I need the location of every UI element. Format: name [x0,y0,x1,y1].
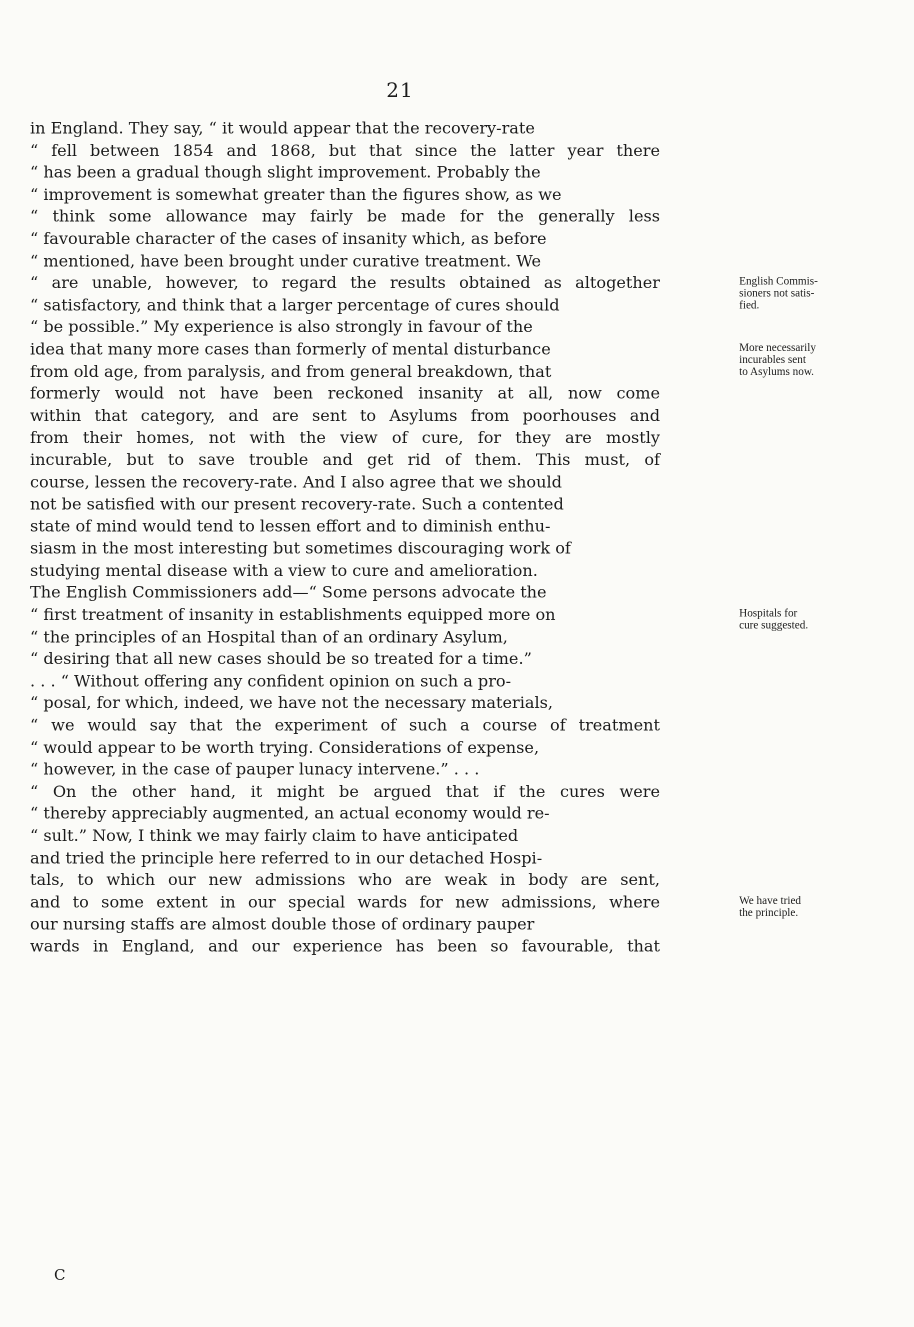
text-line-content: idea that many more cases than formerly of mental disturbance [30,340,551,359]
text-line [30,251,730,273]
text-line [30,140,730,162]
text-line-content: “ fell between 1854 and 1868, but that since the latter year there [30,141,660,160]
text-line [30,804,730,826]
text-line-content: in England. They say, “ it would appear that the recovery-rate [30,119,535,138]
text-line [30,693,730,715]
text-line [30,826,730,848]
text-line [30,649,730,671]
text-line-content: The English Commissioners add—“ Some persons advocate the [30,583,547,603]
page-number: 21 [386,78,414,102]
text-line-content: “ has been a gradual though slight improvement. Probably the [30,163,541,182]
text-line [30,406,730,428]
margin-note [739,895,893,919]
text-line [30,671,730,693]
text-line [30,737,730,759]
text-line-content: “ posal, for which, indeed, we have not the necessary materials, [30,694,553,713]
text-line-content: and to some extent in our special wards for new admissions, where [30,893,660,912]
text-line-content: state of mind would tend to lessen effort and to diminish enthu- [30,517,551,536]
margin-note-line: More necessarily [739,342,816,354]
text-line [30,936,730,958]
text-line-content: “ desiring that all new cases should be so treated for a time.” [30,650,532,669]
text-line-content: “ favourable character of the cases of insanity which, as before [30,229,547,249]
text-line [30,892,730,914]
margin-note-line: cure suggested. [739,619,809,632]
margin-note-line: English Commis- [739,275,818,288]
text-line [30,273,730,295]
text-line [30,206,730,228]
text-line-content: formerly would not have been reckoned insanity at all, now come [30,384,660,403]
margin-note-line: incurables sent [739,353,806,366]
margin-note-line: fied. [739,299,760,312]
text-line-content: “ would appear to be worth trying. Considerations of expense, [30,738,540,757]
text-line [30,162,730,184]
text-line-content: “ first treatment of insanity in establishments equipped more on [30,605,556,625]
text-line-content: our nursing staffs are almost double those of ordinary pauper [30,915,535,934]
text-line-content: “ improvement is somewhat greater than the figures show, as we [30,185,562,204]
text-line-content: within that category, and are sent to Asylums from poorhouses and [30,406,660,426]
text-line-content: “ sult.” Now, I think we may fairly claim to have anticipated [30,827,519,846]
text-line [30,914,730,936]
text-line [30,605,730,627]
text-line-content: . . . “ Without offering any confident opinion on such a pro- [30,672,512,691]
margin-note [739,342,893,378]
margin-note-line: the principle. [739,906,799,919]
text-line [30,715,730,737]
text-line-content: “ are unable, however, to regard the results obtained as altogether [30,274,660,293]
margin-note-line: to Asylums now. [739,365,814,378]
text-line [30,450,730,472]
text-line [30,317,730,339]
text-line-content: wards in England, and our experience has been so favourable, that [30,937,660,956]
text-line-content: siasm in the most interesting but sometimes discouraging work of [30,539,571,558]
text-line [30,516,730,538]
text-line [30,627,730,649]
text-line [30,383,730,405]
text-line-content: “ however, in the case of pauper lunacy intervene.” . . . [30,760,480,779]
text-line [30,848,730,870]
text-line-content: “ satisfactory, and think that a larger percentage of cures should [30,296,560,315]
text-line [30,781,730,803]
text-line [30,870,730,892]
text-line [30,361,730,383]
text-line-content: “ we would say that the experiment of such a course of treatment [30,716,660,735]
text-line-content: “ mentioned, have been brought under curative treatment. We [30,252,541,271]
text-line [30,184,730,206]
text-line-content: studying mental disease with a view to cure and amelioration. [30,561,538,580]
text-line [30,428,730,450]
text-line-content: not be satisfied with our present recovery-rate. Such a contented [30,495,564,514]
margin-note [739,276,893,312]
signature-mark: C [54,1266,67,1284]
text-line-content: tals, to which our new admissions who are weak in body are sent, [30,871,660,890]
text-line-content: “ thereby appreciably augmented, an actual economy would re- [30,804,550,824]
margin-note-line: sioners not satis- [739,287,815,300]
body-text [30,118,818,958]
text-line [30,472,730,494]
text-line-content: course, lessen the recovery-rate. And I also agree that we should [30,473,562,492]
text-line [30,759,730,781]
text-line-content: and tried the principle here referred to in our detached Hospi- [30,849,543,868]
text-line-content: incurable, but to save trouble and get rid of them. This must, of [30,451,660,470]
margin-note-line: We have tried [739,895,802,907]
text-line-content: “ On the other hand, it might be argued that if the cures were [30,782,660,802]
margin-note-line: Hospitals for [739,607,798,620]
text-line [30,118,730,140]
text-line [30,339,730,361]
text-line [30,229,730,251]
text-line-content: from their homes, not with the view of cure, for they are mostly [30,429,660,448]
text-line-content: “ the principles of an Hospital than of an ordinary Asylum, [30,628,508,647]
text-line [30,560,730,582]
text-line [30,582,730,604]
text-line [30,295,730,317]
text-line [30,494,730,516]
text-line [30,538,730,560]
margin-note [739,607,893,631]
text-line-content: “ think some allowance may fairly be made for the generally less [30,207,660,227]
text-line-content: from old age, from paralysis, and from general breakdown, that [30,362,552,381]
text-line-content: “ be possible.” My experience is also strongly in favour of the [30,318,533,337]
